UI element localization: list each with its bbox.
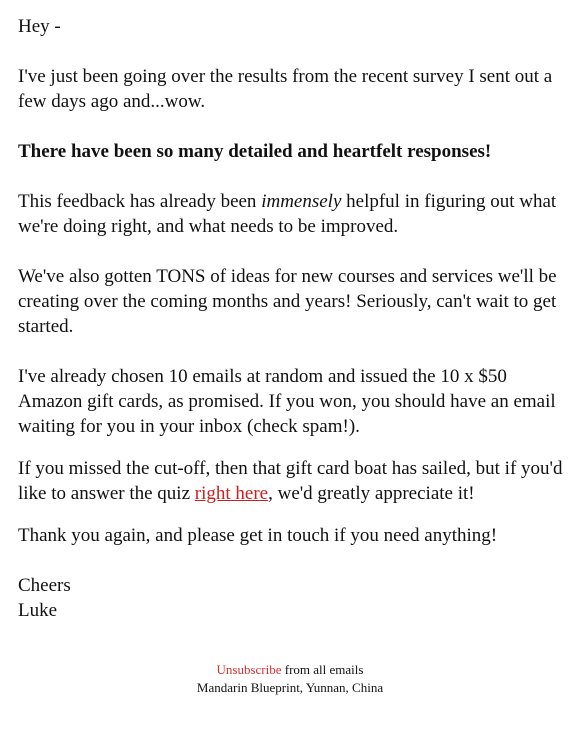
greeting: Hey - xyxy=(18,16,61,37)
unsubscribe-line xyxy=(0,661,580,679)
unsubscribe-suffix: from all emails xyxy=(281,662,364,677)
paragraph-feedback xyxy=(18,189,568,239)
signoff: Cheers xyxy=(18,575,71,596)
feedback-text-end: helpful in figuring out what we're doing right, and what needs to be improved. xyxy=(18,191,557,237)
signature: Luke xyxy=(18,600,58,621)
paragraph-ideas: We've also gotten TONS of ideas for new courses and services we'll be creating over the coming months and years! Seriously, can't wait to get started. xyxy=(18,266,557,337)
feedback-emphasis: immensely xyxy=(261,191,342,212)
paragraph-heartfelt-responses: There have been so many detailed and heartfelt responses! xyxy=(18,141,492,162)
feedback-text-start: This feedback has already been xyxy=(18,191,262,212)
paragraph-survey-results: I've just been going over the results from the recent survey I sent out a few days ago and...wow. xyxy=(18,66,553,112)
email-footer xyxy=(0,661,580,697)
paragraph-gift-cards: I've already chosen 10 emails at random and issued the 10 x $50 Amazon gift cards, as promised. If you won, you should have an email waiting for you in your inbox (check spam!). xyxy=(18,366,556,437)
quiz-text-end: , we'd greatly appreciate it! xyxy=(268,483,475,504)
unsubscribe-link[interactable]: Unsubscribe xyxy=(216,662,282,677)
quiz-link[interactable]: right here xyxy=(194,483,269,504)
paragraph-quiz xyxy=(18,456,568,506)
quiz-text-start: If you missed the cut-off, then that gift card boat has sailed, but if you'd like to answer the quiz xyxy=(18,458,563,504)
sender-address: Mandarin Blueprint, Yunnan, China xyxy=(196,680,384,695)
email-body xyxy=(18,14,568,623)
paragraph-thank-you: Thank you again, and please get in touch if you need anything! xyxy=(18,525,498,546)
